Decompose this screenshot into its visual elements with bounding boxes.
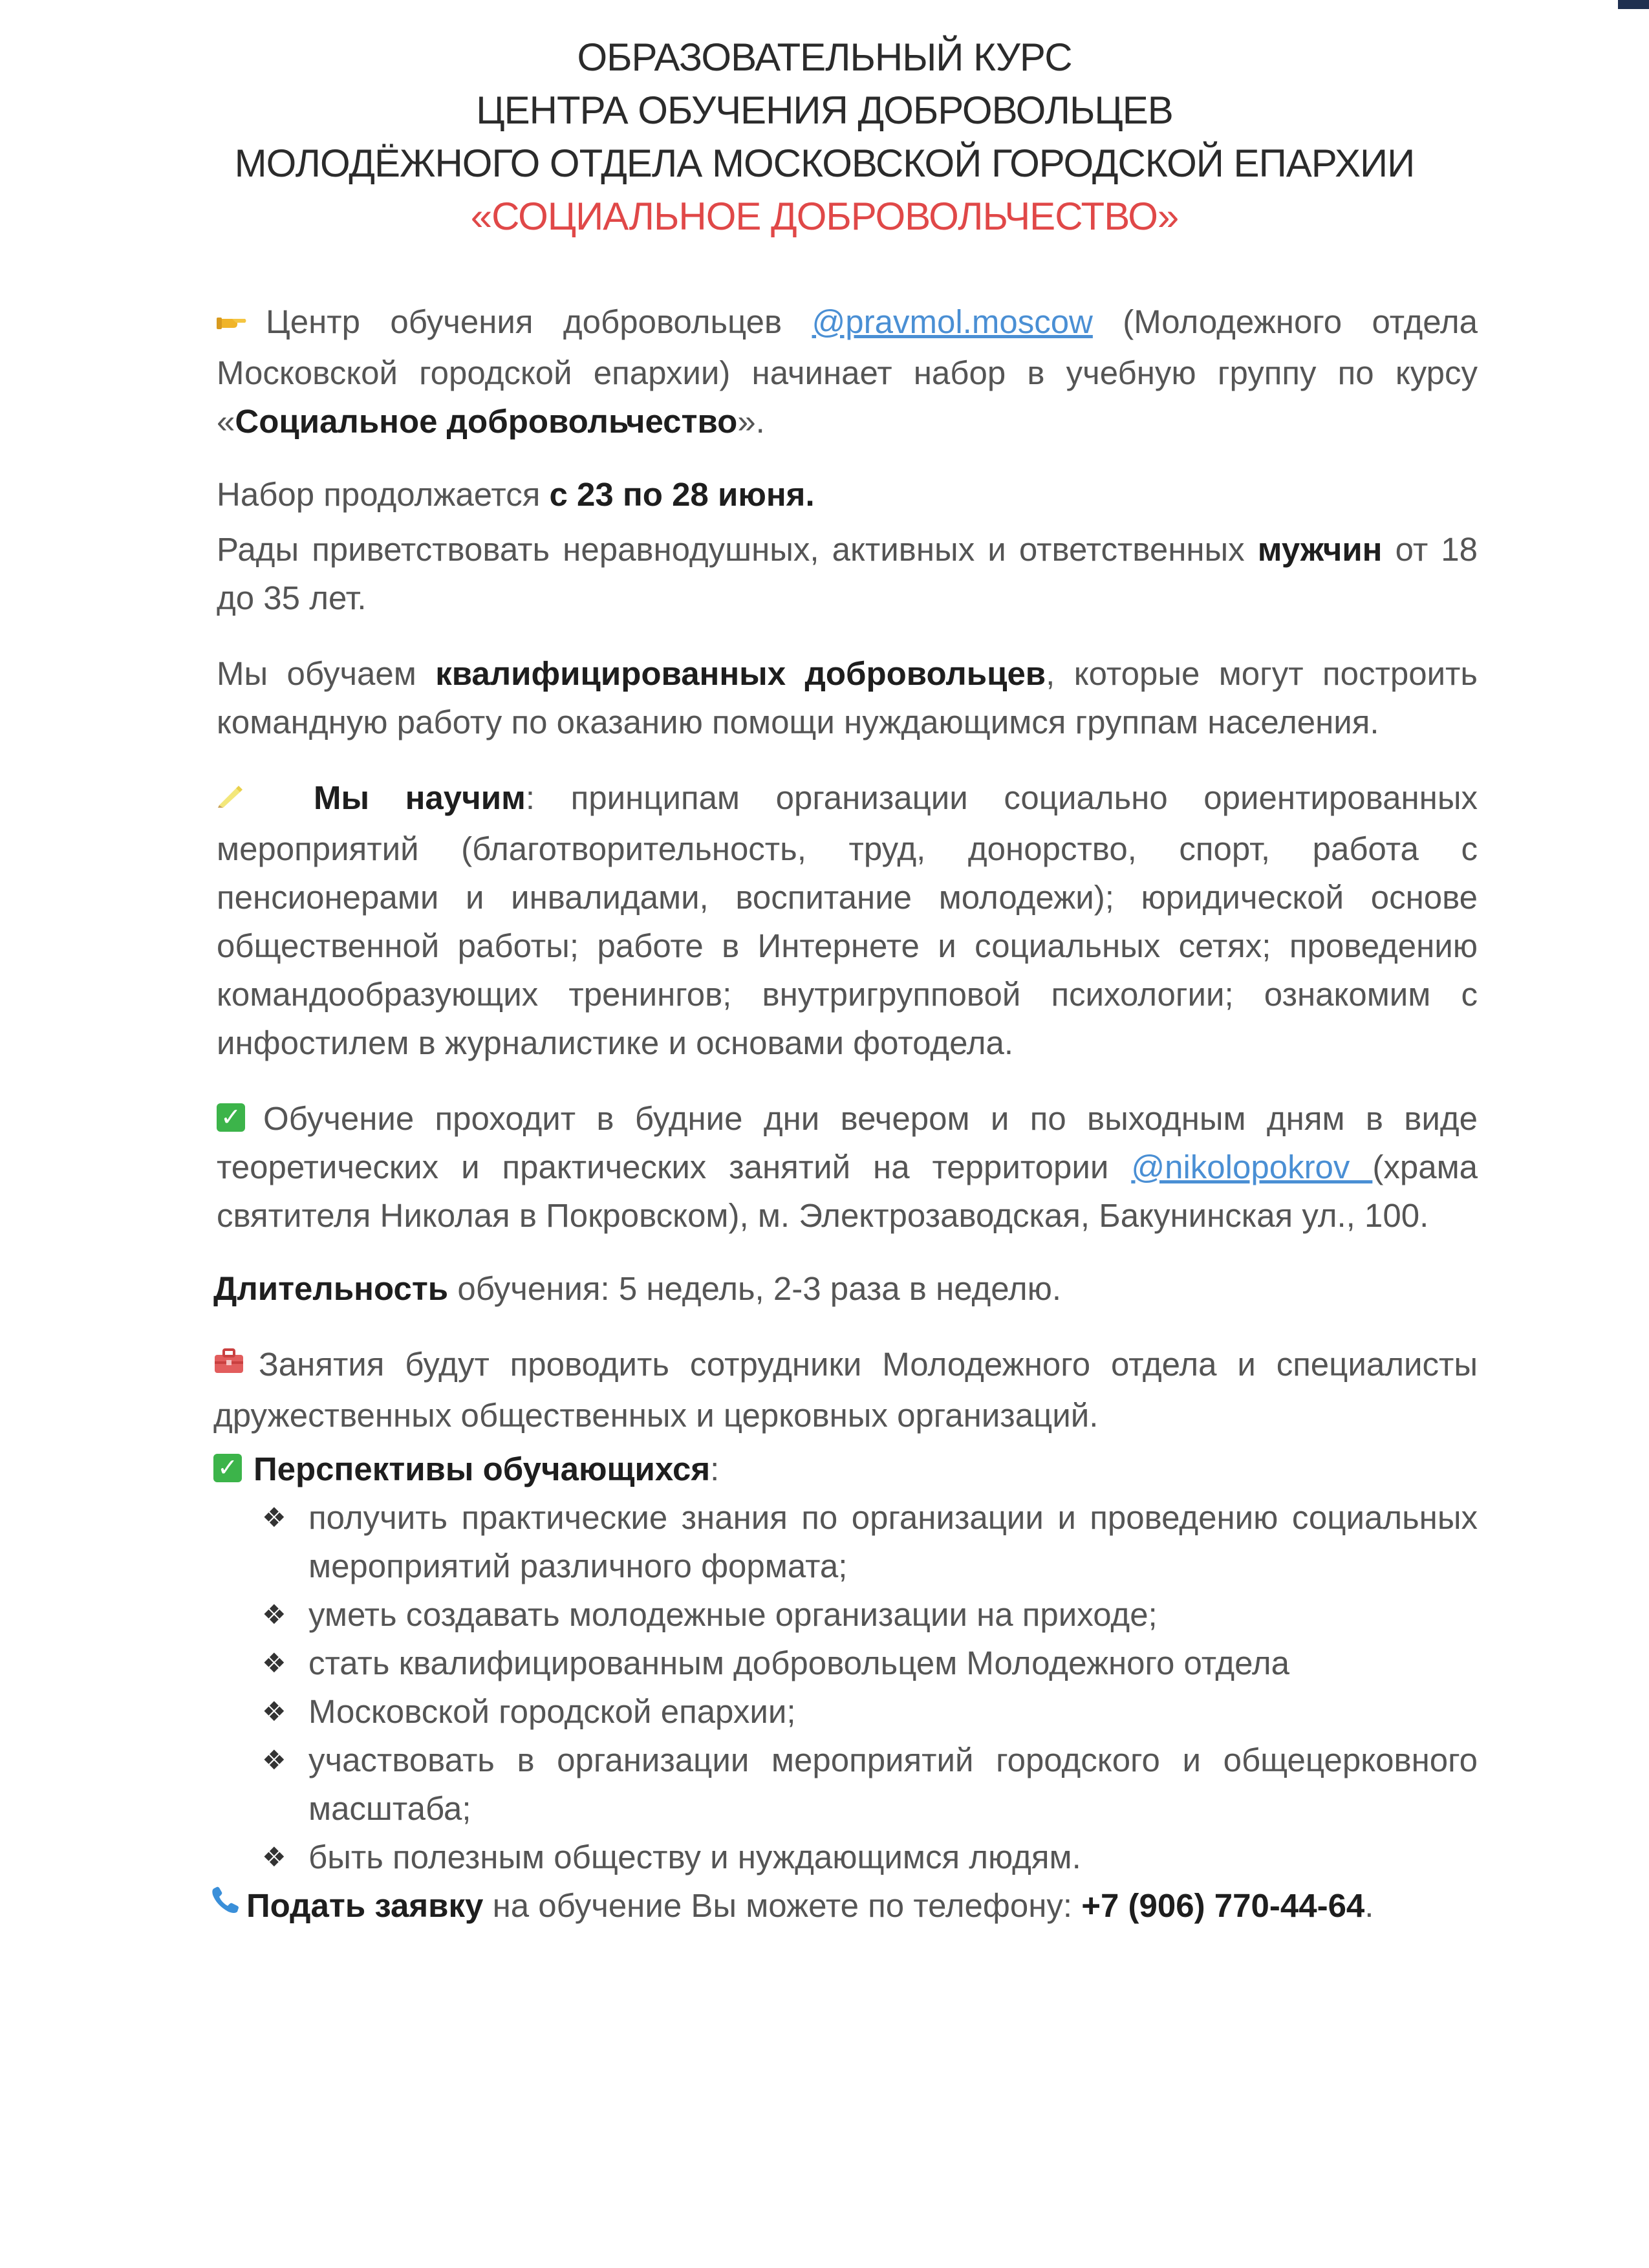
briefcase-icon: [213, 1339, 244, 1387]
teachers-text: Занятия будут проводить сотрудники Молодежного отдела и специалисты дружественных общественных и церковных организаций.: [213, 1346, 1478, 1434]
list-item-text: быть полезным обществу и нуждающимся людям.: [308, 1839, 1081, 1876]
skills-bold: Мы научим: [314, 779, 526, 817]
prospects-heading: [213, 1445, 1478, 1493]
enrollment-dates: с 23 по 28 июня.: [549, 476, 815, 513]
list-item-text: Московской городской епархии;: [308, 1693, 796, 1731]
pravmol-link[interactable]: @pravmol.moscow: [812, 303, 1093, 340]
skills-text: : принципам организации социально ориентированных мероприятий (благотворительность, труд, донорство, спорт, работа с пенсионерами и инвалидами, воспитание молодежи); юридической основе общественной работы; работе в Интернете и социальных сетях; проведению командообразующих тренингов; внутригрупповой психологии; ознакомим с инфостилем в журналистике и основами фотодела.: [217, 779, 1478, 1062]
training-paragraph: [217, 649, 1478, 746]
nikolopokrov-link[interactable]: @nikolopokrov: [1131, 1149, 1373, 1186]
header-line-3: МОЛОДЁЖНОГО ОТДЕЛА МОСКОВСКОЙ ГОРОДСКОЙ ЕПАРХИИ: [234, 142, 1415, 185]
diamond-bullet-icon: ❖: [262, 1502, 286, 1533]
diamond-bullet-icon: ❖: [262, 1696, 286, 1727]
audience-text-2: от 18 до 35 лет.: [217, 531, 1478, 617]
pointing-hand-icon: [217, 296, 248, 345]
list-item: [217, 1590, 1478, 1639]
audience-text-1: Рады приветствовать неравнодушных, активных и ответственных: [217, 531, 1258, 568]
course-name: Социальное добровольчество: [235, 403, 738, 440]
schedule-text-1: Обучение проходит в будние дни вечером и по выходным дням в виде теоретических и практических занятий на территории: [217, 1100, 1478, 1186]
teachers-paragraph: [213, 1340, 1478, 1440]
list-item: [217, 1687, 1478, 1736]
list-item: [217, 1833, 1478, 1881]
header-line-2: ЦЕНТРА ОБУЧЕНИЯ ДОБРОВОЛЬЦЕВ: [476, 89, 1173, 132]
prospects-list: [217, 1493, 1478, 1881]
list-item-text: получить практические знания по организации и проведению социальных мероприятий различного формата;: [308, 1499, 1478, 1585]
diamond-bullet-icon: ❖: [262, 1599, 286, 1630]
list-item: [217, 1639, 1478, 1687]
diamond-bullet-icon: ❖: [262, 1842, 286, 1873]
intro-text-1: Центр обучения добровольцев: [266, 303, 812, 340]
schedule-text-2: (храма святителя Николая в Покровском), м. Электрозаводская, Бакунинская ул., 100.: [217, 1149, 1478, 1235]
list-item-text: стать квалифицированным добровольцем Молодежного отдела: [308, 1645, 1289, 1682]
checkmark-icon: ✓: [217, 1103, 245, 1132]
training-text-1: Мы обучаем: [217, 655, 436, 693]
diamond-bullet-icon: ❖: [262, 1648, 286, 1679]
checkmark-icon: ✓: [213, 1454, 242, 1482]
header-line-1: ОБРАЗОВАТЕЛЬНЫЙ КУРС: [577, 36, 1072, 79]
training-text-2: , которые могут построить командную работу по оказанию помощи нуждающимся группам населения.: [217, 655, 1478, 741]
phone-number[interactable]: +7 (906) 770-44-64: [1081, 1887, 1365, 1925]
duration-text: обучения: 5 недель, 2-3 раза в неделю.: [448, 1270, 1062, 1308]
list-item: [217, 1493, 1478, 1590]
intro-paragraph: [217, 297, 1478, 446]
contact-bold: Подать заявку: [246, 1887, 484, 1925]
contact-paragraph: [210, 1881, 1478, 1932]
pencil-icon: [217, 772, 242, 821]
schedule-paragraph: [217, 1094, 1478, 1240]
intro-text-3: ».: [737, 403, 765, 440]
duration-paragraph: [213, 1264, 1478, 1313]
list-item-text: уметь создавать молодежные организации на приходе;: [308, 1596, 1158, 1634]
prospects-title: Перспективы обучающихся: [253, 1451, 711, 1488]
phone-icon: [210, 1880, 240, 1928]
scan-edge-mark: [1618, 0, 1649, 9]
course-title: «СОЦИАЛЬНОЕ ДОБРОВОЛЬЧЕСТВО»: [470, 195, 1179, 238]
training-bold: квалифицированных добровольцев: [435, 655, 1046, 693]
audience-paragraph: [217, 525, 1478, 622]
enrollment-text: Набор продолжается: [217, 476, 550, 513]
document-header: [0, 31, 1649, 243]
list-item-text: участвовать в организации мероприятий городского и общецерковного масштаба;: [308, 1742, 1478, 1828]
enrollment-paragraph: [217, 470, 1478, 519]
intro-text-2: (Молодежного отдела Московской городской епархии) начинает набор в учебную группу по курсу «: [217, 303, 1478, 440]
contact-text: на обучение Вы можете по телефону:: [483, 1887, 1082, 1925]
diamond-bullet-icon: ❖: [262, 1745, 286, 1776]
duration-bold: Длительность: [213, 1270, 449, 1308]
list-item: [217, 1736, 1478, 1833]
contact-end: .: [1364, 1887, 1374, 1925]
document-body: [213, 285, 1478, 1932]
skills-paragraph: [217, 773, 1478, 1067]
prospects-colon: :: [710, 1451, 720, 1488]
audience-gender: мужчин: [1257, 531, 1383, 568]
